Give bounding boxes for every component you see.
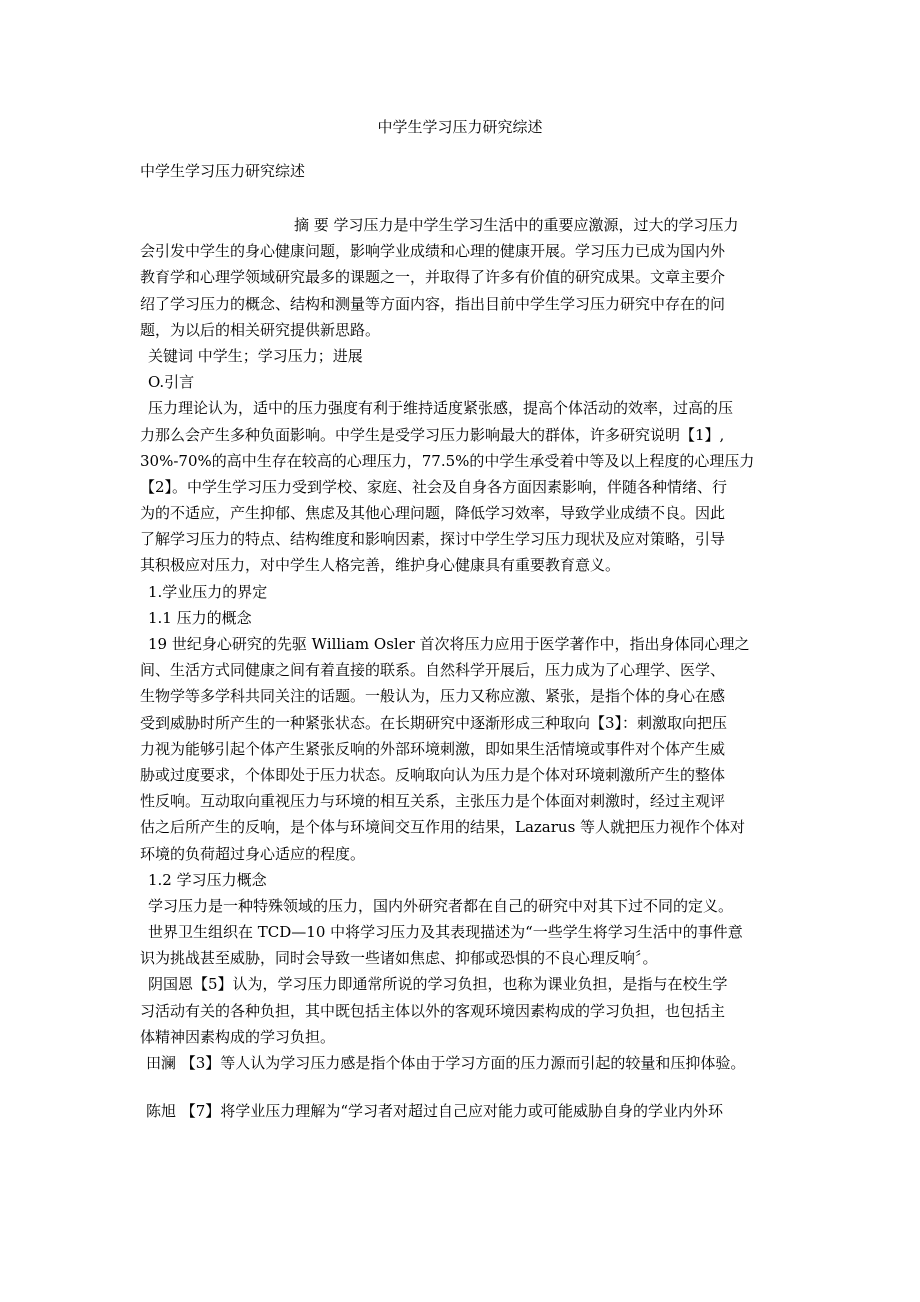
paragraph-line: 30%-70%的高中生存在较高的心理压力，77.5%的中学生承受着中等及以上程度的心理压力 <box>140 451 755 470</box>
paragraph-line: 识为挑战甚至威胁，同时会导致一些诸如焦虑、抑郁或恐惧的不良心理反响〞。 <box>140 949 658 968</box>
paragraph-line: 力视为能够引起个体产生紧张反响的外部环境刺激，即如果生活情境或事件对个体产生威 <box>140 739 726 758</box>
paragraph-line: 田澜 【3】等人认为学习压力感是指个体由于学习方面的压力源而引起的较量和压抑体验。 <box>146 1054 746 1072</box>
paragraph-line: 环境的负荷超过身心适应的程度。 <box>140 844 366 863</box>
paragraph-line: 受到威胁时所产生的一种紧张状态。在长期研究中逐渐形成三种取向【3】：刺激取向把压 <box>140 713 728 732</box>
paragraph-line: 为的不适应，产生抑郁、焦虑及其他心理问题，降低学习效率，导致学业成绩不良。因此 <box>140 504 726 523</box>
paragraph-line: 压力理论认为，适中的压力强度有利于维持适度紧张感，提高个体活动的效率，过高的压 <box>148 399 734 418</box>
paragraph-line: 习活动有关的各种负担，其中既包括主体以外的客观环境因素构成的学习负担，也包括主 <box>140 1001 726 1020</box>
paragraph-line: 性反响。互动取向重视压力与环境的相互关系，主张压力是个体面对刺激时，经过主观评 <box>140 792 726 811</box>
paragraph-line: 其积极应对压力，对中学生人格完善，维护身心健康具有重要教育意义。 <box>140 556 621 575</box>
section-heading: O.引言 <box>148 373 195 392</box>
paragraph-line: 陈旭 【7】将学业压力理解为“学习者对超过自己应对能力或可能威胁自身的学业内外环 <box>146 1102 723 1121</box>
paragraph-line: 阴国恩【5】认为，学习压力即通常所说的学习负担，也称为课业负担，是指与在校生学 <box>148 975 728 994</box>
paragraph-line: 间、生活方式同健康之间有着直接的联系。自然科学开展后，压力成为了心理学、医学、 <box>140 661 726 680</box>
subsection-heading: 1.2 学习压力概念 <box>148 870 267 889</box>
document-title: 中学生学习压力研究综述 <box>377 118 543 136</box>
keywords-line: 关键词 中学生；学习压力；进展 <box>148 346 363 365</box>
paragraph-line: 力那么会产生多种负面影响。中学生是受学习压力影响最大的群体，许多研究说明【1】, <box>140 425 725 444</box>
abstract-line: 绍了学习压力的概念、结构和测量等方面内容，指出目前中学生学习压力研究中存在的问 <box>140 294 726 313</box>
abstract-line: 教育学和心理学领域研究最多的课题之一，并取得了许多有价值的研究成果。文章主要介 <box>140 268 726 287</box>
paragraph-line: 了解学习压力的特点、结构维度和影响因素，探讨中学生学习压力现状及应对策略，引导 <box>140 530 726 549</box>
abstract-line: 会引发中学生的身心健康问题，影响学业成绩和心理的健康开展。学习压力已成为国内外 <box>140 242 726 261</box>
abstract-line: 摘 要 学习压力是中学生学习生活中的重要应激源，过大的学习压力 <box>294 216 739 234</box>
paragraph-line: 估之后所产生的反响，是个体与环境间交互作用的结果，Lazarus 等人就把压力视作个体对 <box>140 818 746 837</box>
paragraph-line: 【2】。中学生学习压力受到学校、家庭、社会及自身各方面因素影响，伴随各种情绪、行 <box>140 477 728 496</box>
document-subtitle: 中学生学习压力研究综述 <box>140 162 306 180</box>
paragraph-line: 学习压力是一种特殊领域的压力，国内外研究者都在自己的研究中对其下过不同的定义。 <box>148 896 734 915</box>
paragraph-line: 19 世纪身心研究的先驱 William Osler 首次将压力应用于医学著作中，指出身体同心理之 <box>148 635 750 653</box>
paragraph-line: 胁或过度要求，个体即处于压力状态。反响取向认为压力是个体对环境刺激所产生的整体 <box>140 765 726 784</box>
document-body <box>140 212 800 1124</box>
section-heading: 1.学业压力的界定 <box>148 582 268 601</box>
abstract-line: 题，为以后的相关研究提供新思路。 <box>140 320 381 339</box>
subsection-heading: 1.1 压力的概念 <box>148 608 252 627</box>
paragraph-line: 世界卫生组织在 TCD—10 中将学习压力及其表现描述为“一些学生将学习生活中的事件意 <box>148 923 743 942</box>
paragraph-line: 体精神因素构成的学习负担。 <box>140 1027 336 1046</box>
paragraph-line: 生物学等多学科共同关注的话题。一般认为，压力又称应激、紧张，是指个体的身心在感 <box>140 687 726 706</box>
